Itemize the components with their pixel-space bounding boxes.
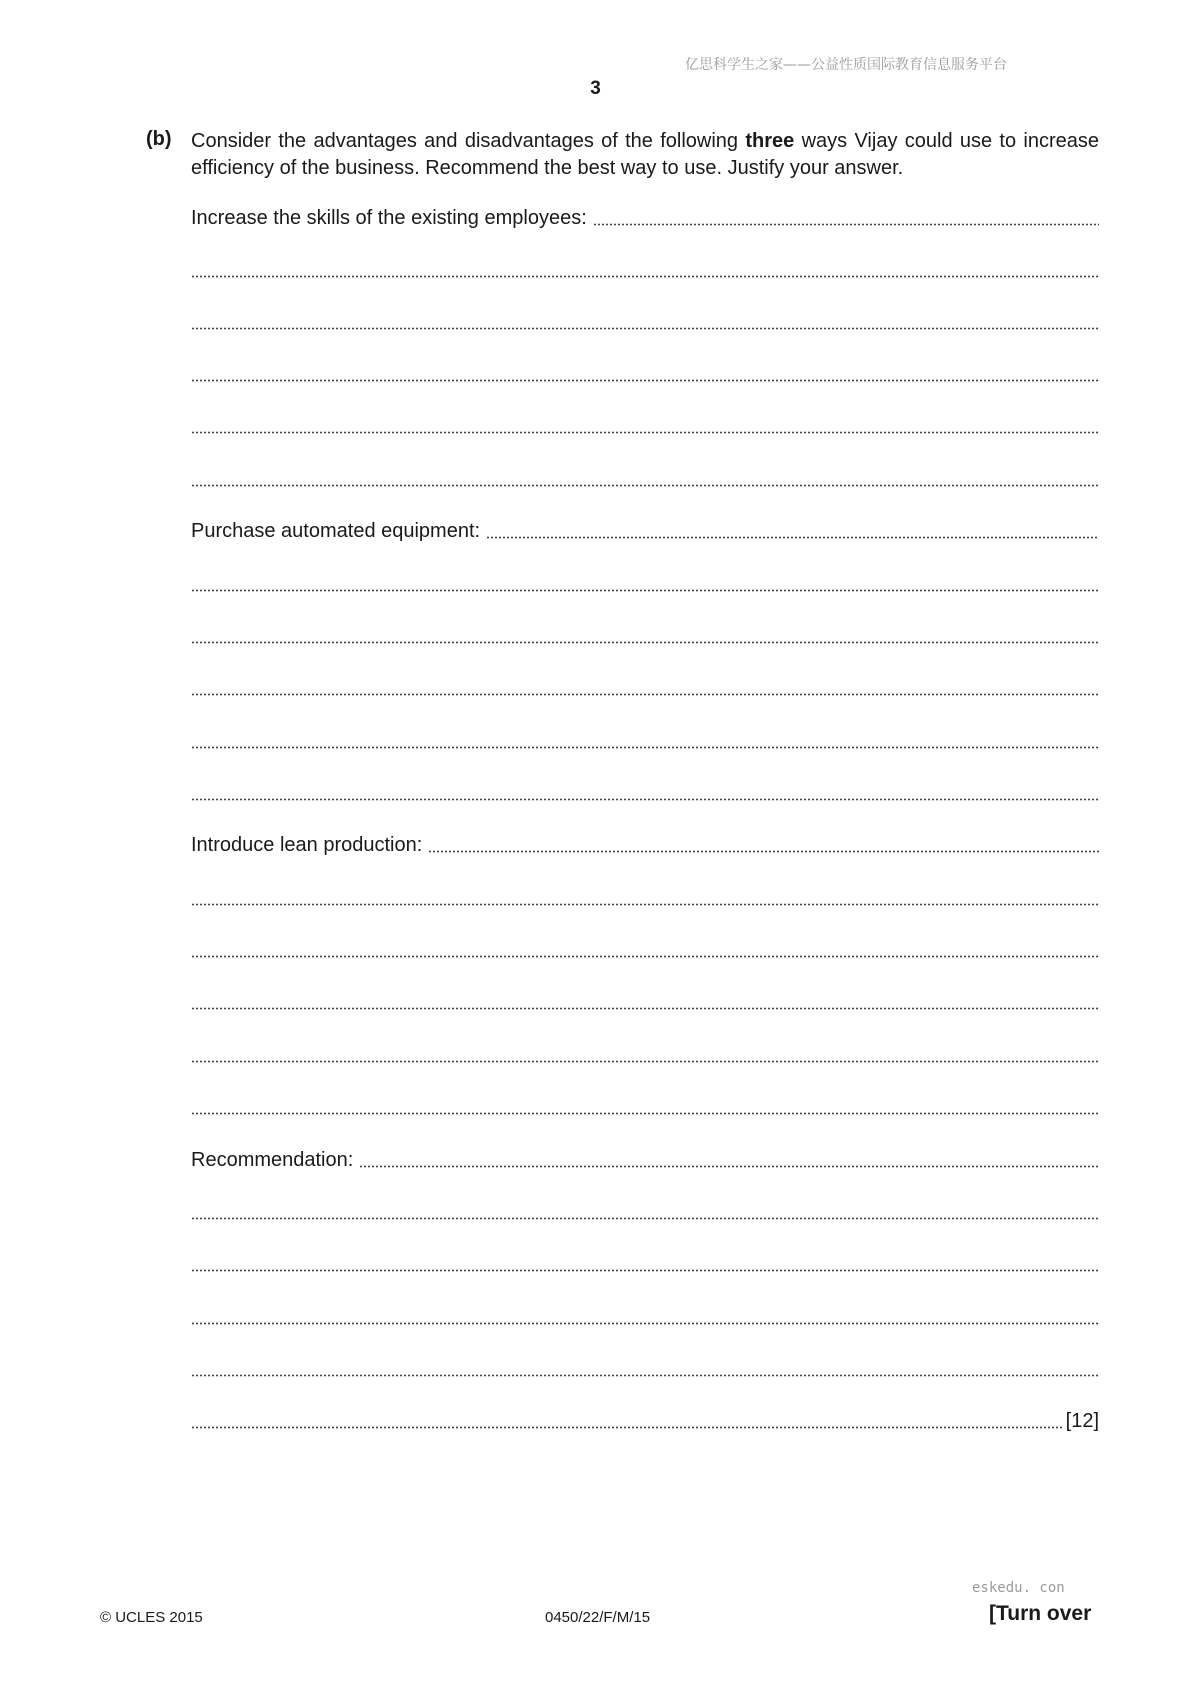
dotted-line: [191, 1322, 1099, 1325]
dotted-line: [593, 223, 1099, 226]
dotted-line: [191, 431, 1099, 434]
answer-line[interactable]: [191, 886, 1099, 910]
answer-line[interactable]: [191, 258, 1099, 282]
answer-line[interactable]: [191, 1357, 1099, 1381]
turn-over-label: [Turn over: [989, 1602, 1092, 1625]
dotted-line: [191, 1426, 1064, 1429]
dotted-line: [191, 1007, 1099, 1010]
question-text-end: ways Vijay could use to increase efficiency of the business. Recommend the best way to use. Justify your answer.: [191, 130, 1100, 179]
dotted-line: [191, 1217, 1099, 1220]
answer-line[interactable]: [191, 414, 1099, 438]
answer-line[interactable]: [191, 676, 1099, 700]
watermark-footer: eskedu. con: [972, 1580, 1065, 1596]
answer-line[interactable]: [191, 206, 1099, 230]
dotted-line: [486, 536, 1099, 539]
question-text: [191, 128, 1099, 182]
dotted-line: [191, 327, 1099, 330]
answer-line[interactable]: [191, 1043, 1099, 1067]
section-label: Introduce lean production:: [191, 834, 423, 856]
dotted-line: [191, 1269, 1099, 1272]
section-label: Increase the skills of the existing employees:: [191, 207, 587, 229]
dotted-line: [191, 798, 1099, 801]
answer-line[interactable]: [191, 781, 1099, 805]
page-number: 3: [590, 78, 601, 99]
dotted-line: [191, 693, 1099, 696]
dotted-line: [191, 1374, 1099, 1377]
copyright: © UCLES 2015: [100, 1609, 203, 1626]
answer-line[interactable]: [191, 467, 1099, 491]
section-label: Recommendation:: [191, 1149, 354, 1171]
answer-line[interactable]: [191, 1200, 1099, 1224]
dotted-line: [191, 641, 1099, 644]
dotted-line: [191, 275, 1099, 278]
dotted-line: [191, 955, 1099, 958]
dotted-line: [359, 1165, 1099, 1168]
question-text-start: Consider the advantages and disadvantages of the following: [191, 130, 746, 152]
dotted-line: [191, 589, 1099, 592]
answer-line[interactable]: [191, 729, 1099, 753]
dotted-line: [191, 1060, 1099, 1063]
dotted-line: [191, 484, 1099, 487]
answer-line[interactable]: [191, 519, 1099, 543]
answer-line[interactable]: [191, 1148, 1099, 1172]
answer-line[interactable]: [191, 1305, 1099, 1329]
answer-line[interactable]: [191, 990, 1099, 1014]
answer-line[interactable]: [191, 938, 1099, 962]
question-text-emphasis: three: [745, 130, 795, 152]
dotted-line: [191, 379, 1099, 382]
marks-label: [12]: [1065, 1410, 1099, 1432]
answer-line[interactable]: [191, 1409, 1099, 1433]
answer-line[interactable]: [191, 1095, 1099, 1119]
answer-line[interactable]: [191, 310, 1099, 334]
answer-line[interactable]: [191, 1252, 1099, 1276]
watermark-header: 亿思科学生之家——公益性质国际教育信息服务平台: [685, 57, 1007, 73]
section-label: Purchase automated equipment:: [191, 520, 481, 542]
paper-code: 0450/22/F/M/15: [545, 1609, 651, 1626]
answer-line[interactable]: [191, 833, 1099, 857]
dotted-line: [191, 903, 1099, 906]
dotted-line: [428, 850, 1099, 853]
dotted-line: [191, 1112, 1099, 1115]
answer-line[interactable]: [191, 624, 1099, 648]
dotted-line: [191, 746, 1099, 749]
answer-line[interactable]: [191, 572, 1099, 596]
answer-line[interactable]: [191, 362, 1099, 386]
question-label: (b): [146, 128, 172, 150]
